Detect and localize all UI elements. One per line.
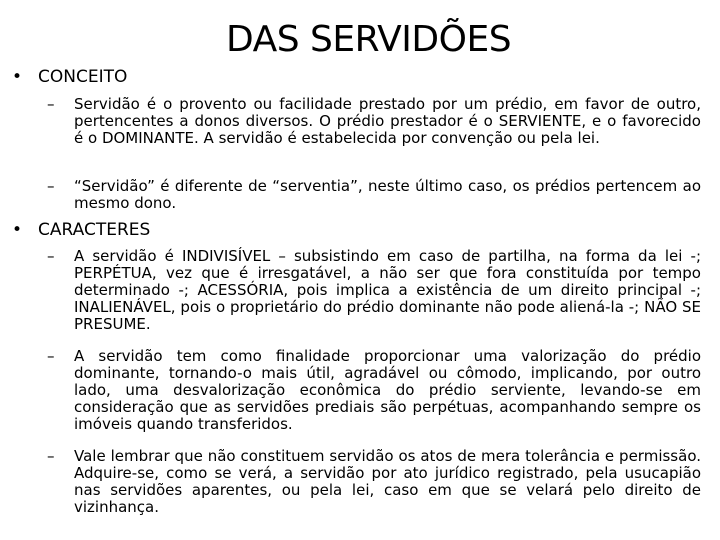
dash-bullet-icon: –	[47, 95, 55, 113]
section-heading: CONCEITO	[38, 67, 128, 87]
bullet-icon: •	[12, 220, 23, 240]
dash-bullet-icon: –	[47, 447, 55, 465]
list-item	[47, 178, 701, 212]
slide-title: DAS SERVIDÕES	[226, 19, 512, 60]
list-item-text: A servidão tem como finalidade proporcionar uma valorização do prédio dominante, tornando-o mais útil, agradável ou cômodo, implicando, por outro lado, uma desvalorização econômica do prédio serviente, levando-se em consideração que as servidões prediais são perpétuas, acompanhando sempre os imóveis quando transferidos.	[74, 347, 701, 433]
list-item-text: Servidão é o provento ou facilidade prestado por um prédio, em favor de outro, pertencentes a donos diversos. O prédio prestador é o SERVIENTE, e o favorecido é o DOMINANTE. A servidão é estabelecida por convenção ou pela lei.	[74, 95, 701, 147]
dash-bullet-icon: –	[47, 347, 55, 365]
list-item	[47, 248, 701, 333]
list-item-text: “Servidão” é diferente de “serventia”, neste último caso, os prédios pertencem ao mesmo dono.	[74, 177, 701, 212]
dash-bullet-icon: –	[47, 177, 55, 195]
list-item	[47, 96, 701, 147]
list-item	[47, 448, 701, 516]
dash-bullet-icon: –	[47, 247, 55, 265]
list-item-text: A servidão é INDIVISÍVEL – subsistindo em caso de partilha, na forma da lei -; PERPÉTUA, vez que é irresgatável, a não ser que fora constituída por tempo determinado -; ACESSÓRIA, pois implica a existência de um direito principal -; INALIENÁVEL, pois o proprietário do prédio dominante não pode aliená-la -; NÃO SE PRESUME.	[74, 247, 701, 333]
section-heading: CARACTERES	[38, 220, 151, 240]
list-item	[47, 348, 701, 433]
bullet-icon: •	[12, 67, 23, 87]
list-item-text: Vale lembrar que não constituem servidão os atos de mera tolerância e permissão. Adquire-se, como se verá, a servidão por ato jurídico registrado, pela usucapião nas servidões aparentes, ou pela lei, caso em que se velará pelo direito de vizinhança.	[74, 447, 701, 516]
